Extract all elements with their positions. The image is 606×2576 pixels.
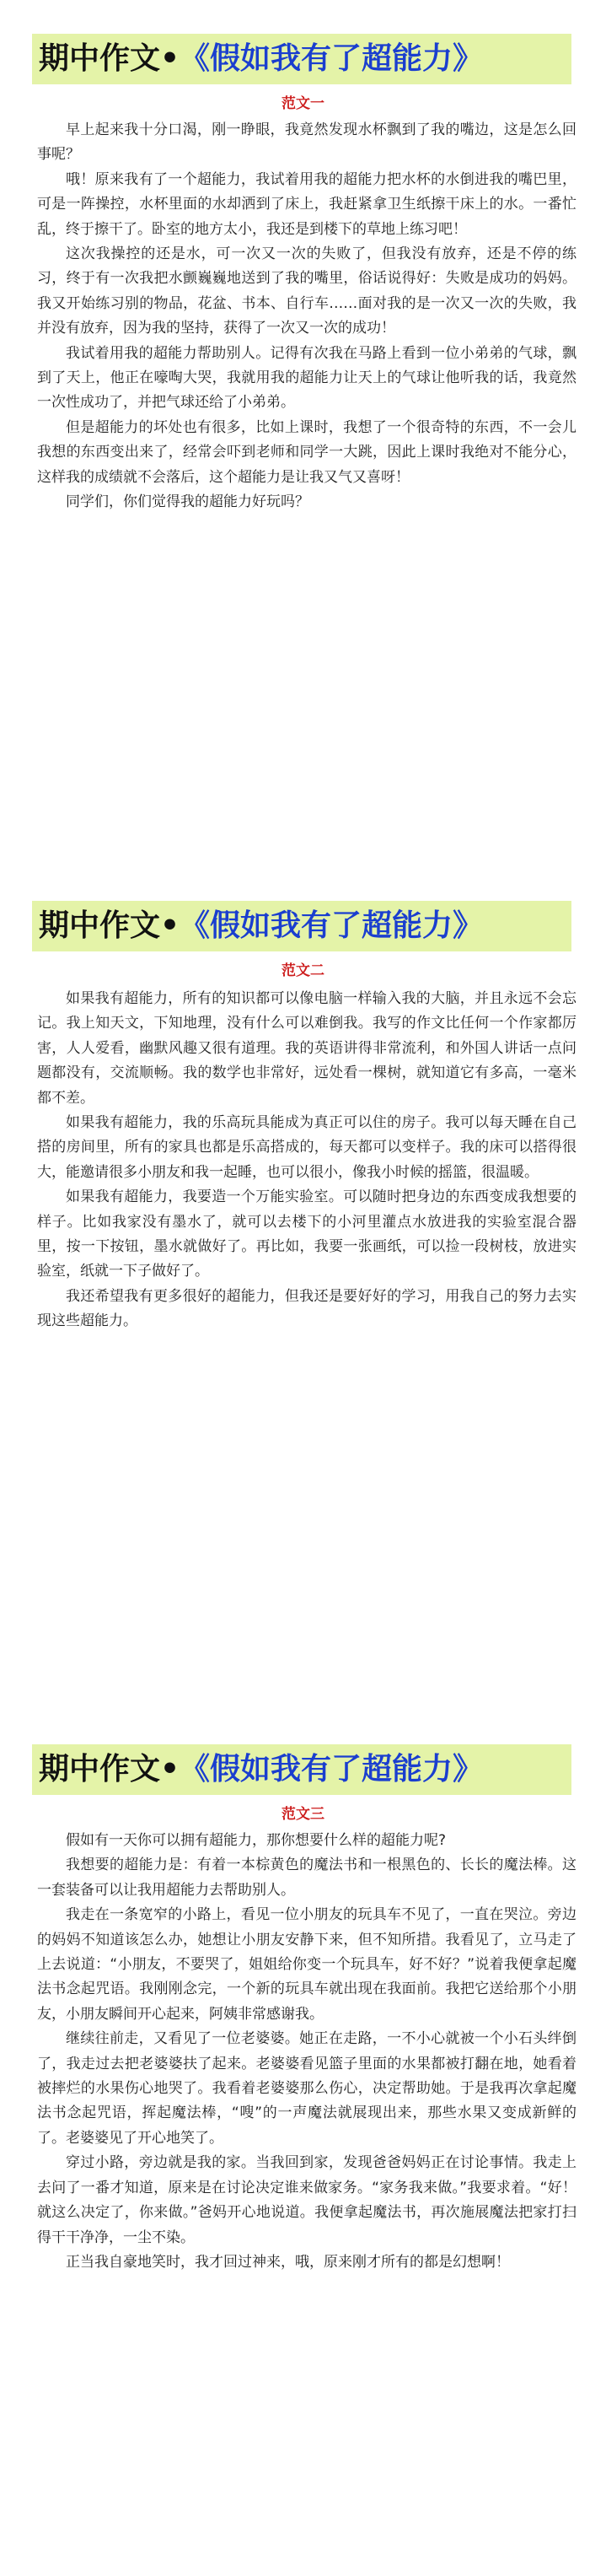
title-main: 期中作文• — [39, 41, 180, 76]
paragraph: 穿过小路，旁边就是我的家。当我回到家，发现爸爸妈妈正在讨论事情。我走上去问了一番才知道，原来是在讨论决定谁来做家务。“家务我来做。”我要求着。“好！就这么决定了，你来做。”爸妈开心地说道。我便拿起魔法书，再次施展魔法把家打扫得干干净净，一尘不染。 — [37, 2154, 577, 2246]
paragraph: 我还希望我有更多很好的超能力，但我还是要好好的学习，用我自己的努力去实现这些超能力。 — [37, 1287, 577, 1330]
paragraph: 但是超能力的坏处也有很多，比如上课时，我想了一个很奇特的东西，不一会儿我想的东西变出来了，经常会吓到老师和同学一大跳，因此上课时我绝对不能分心，这样我的成绩就不会落后，这个超能力是让我又气又喜呀！ — [37, 418, 577, 486]
page-title — [39, 37, 483, 81]
sample-label: 范文二 — [282, 962, 324, 979]
sample-label: 范文三 — [282, 1806, 324, 1823]
sample-label: 范文一 — [282, 95, 324, 112]
title-sub: 《假如我有了超能力》 — [180, 908, 484, 943]
paragraph: 如果我有超能力，所有的知识都可以像电脑一样输入我的大脑，并且永远不会忘记。我上知天文，下知地理，没有什么可以难倒我。我写的作文比任何一个作家都厉害，人人爱看，幽默风趣又很有道理。我的英语讲得非常流利，和外国人讲话一点问题都没有，交流顺畅。我的数学也非常好，远处看一棵树，就知道它有多高，一毫米都不差。 — [37, 990, 577, 1107]
paragraph: 哦！原来我有了一个超能力，我试着用我的超能力把水杯的水倒进我的嘴巴里，可是一阵操控，水杯里面的水却洒到了床上，我赶紧拿卫生纸擦干床上的水。一番忙乱，终于擦干了。卧室的地方太小，我还是到楼下的草地上练习吧！ — [37, 170, 577, 238]
paragraph: 如果我有超能力，我的乐高玩具能成为真正可以住的房子。我可以每天睡在自己搭的房间里，所有的家具也都是乐高搭成的，每天都可以变样子。我的床可以搭得很大，能邀请很多小朋友和我一起睡，也可以很小，像我小时候的摇篮，很温暖。 — [37, 1114, 577, 1181]
paragraph: 早上起来我十分口渴，刚一睁眼，我竟然发现水杯飘到了我的嘴边，这是怎么回事呢？ — [37, 121, 577, 164]
paragraph: 继续往前走，又看见了一位老婆婆。她正在走路，一不小心就被一个小石头绊倒了，我走过去把老婆婆扶了起来。老婆婆看见篮子里面的水果都被打翻在地，她看着被摔烂的水果伤心地哭了。我看着老婆婆那么伤心，决定帮助她。于是我再次拿起魔法书念起咒语，挥起魔法棒，“嗖”的一声魔法就展现出来，那些水果又变成新鲜的了。老婆婆见了开心地笑了。 — [37, 2030, 577, 2147]
page-title — [39, 904, 483, 948]
essay-body — [37, 987, 577, 1334]
page-title — [39, 1748, 483, 1792]
essay-section-3 — [0, 1687, 606, 2576]
essay-body — [37, 118, 577, 515]
essay-body — [37, 1829, 577, 2275]
essay-section-1 — [0, 0, 606, 843]
paragraph: 我想要的超能力是：有着一本棕黄色的魔法书和一根黑色的、长长的魔法棒。这一套装备可以让我用超能力去帮助别人。 — [37, 1857, 577, 1899]
title-sub: 《假如我有了超能力》 — [180, 1752, 484, 1786]
paragraph: 这次我操控的还是水，可一次又一次的失败了，但我没有放弃，还是不停的练习，终于有一次我把水颤巍巍地送到了我的嘴里，俗话说得好：失败是成功的妈妈。我又开始练习别的物品，花盆、书本、自行车……面对我的是一次又一次的失败，我并没有放弃，因为我的坚持，获得了一次又一次的成功！ — [37, 245, 577, 337]
paragraph: 假如有一天你可以拥有超能力，那你想要什么样的超能力呢? — [66, 1832, 447, 1849]
title-main: 期中作文• — [39, 1752, 180, 1786]
essay-section-2 — [0, 843, 606, 1687]
paragraph: 如果我有超能力，我要造一个万能实验室。可以随时把身边的东西变成我想要的样子。比如我家没有墨水了，就可以去楼下的小河里灌点水放进我的实验室混合器里，按一下按钮，墨水就做好了。再比如，我要一张画纸，可以捡一段树枝，放进实验室，纸就一下子做好了。 — [37, 1188, 577, 1280]
title-sub: 《假如我有了超能力》 — [180, 41, 484, 76]
title-main: 期中作文• — [39, 908, 180, 943]
paragraph: 我试着用我的超能力帮助别人。记得有次我在马路上看到一位小弟弟的气球，飘到了天上，他正在嚎啕大哭，我就用我的超能力让天上的气球让他听我的话，我竟然一次性成功了，并把气球还给了小弟弟。 — [37, 344, 577, 412]
paragraph: 正当我自豪地笑时，我才回过神来，哦，原来刚才所有的都是幻想啊！ — [66, 2253, 510, 2271]
paragraph: 同学们，你们觉得我的超能力好玩吗？ — [66, 493, 309, 511]
paragraph: 我走在一条宽窄的小路上，看见一位小朋友的玩具车不见了，一直在哭泣。旁边的妈妈不知道该怎么办，她想让小朋友安静下来，但不知所措。我看见了，立马走了上去说道：“小朋友，不要哭了，姐姐给你变一个玩具车，好不好？”说着我便拿起魔法书念起咒语。我刚刚念完，一个新的玩具车就出现在我面前。我把它送给那个小朋友，小朋友瞬间开心起来，阿姨非常感谢我。 — [37, 1906, 577, 2023]
